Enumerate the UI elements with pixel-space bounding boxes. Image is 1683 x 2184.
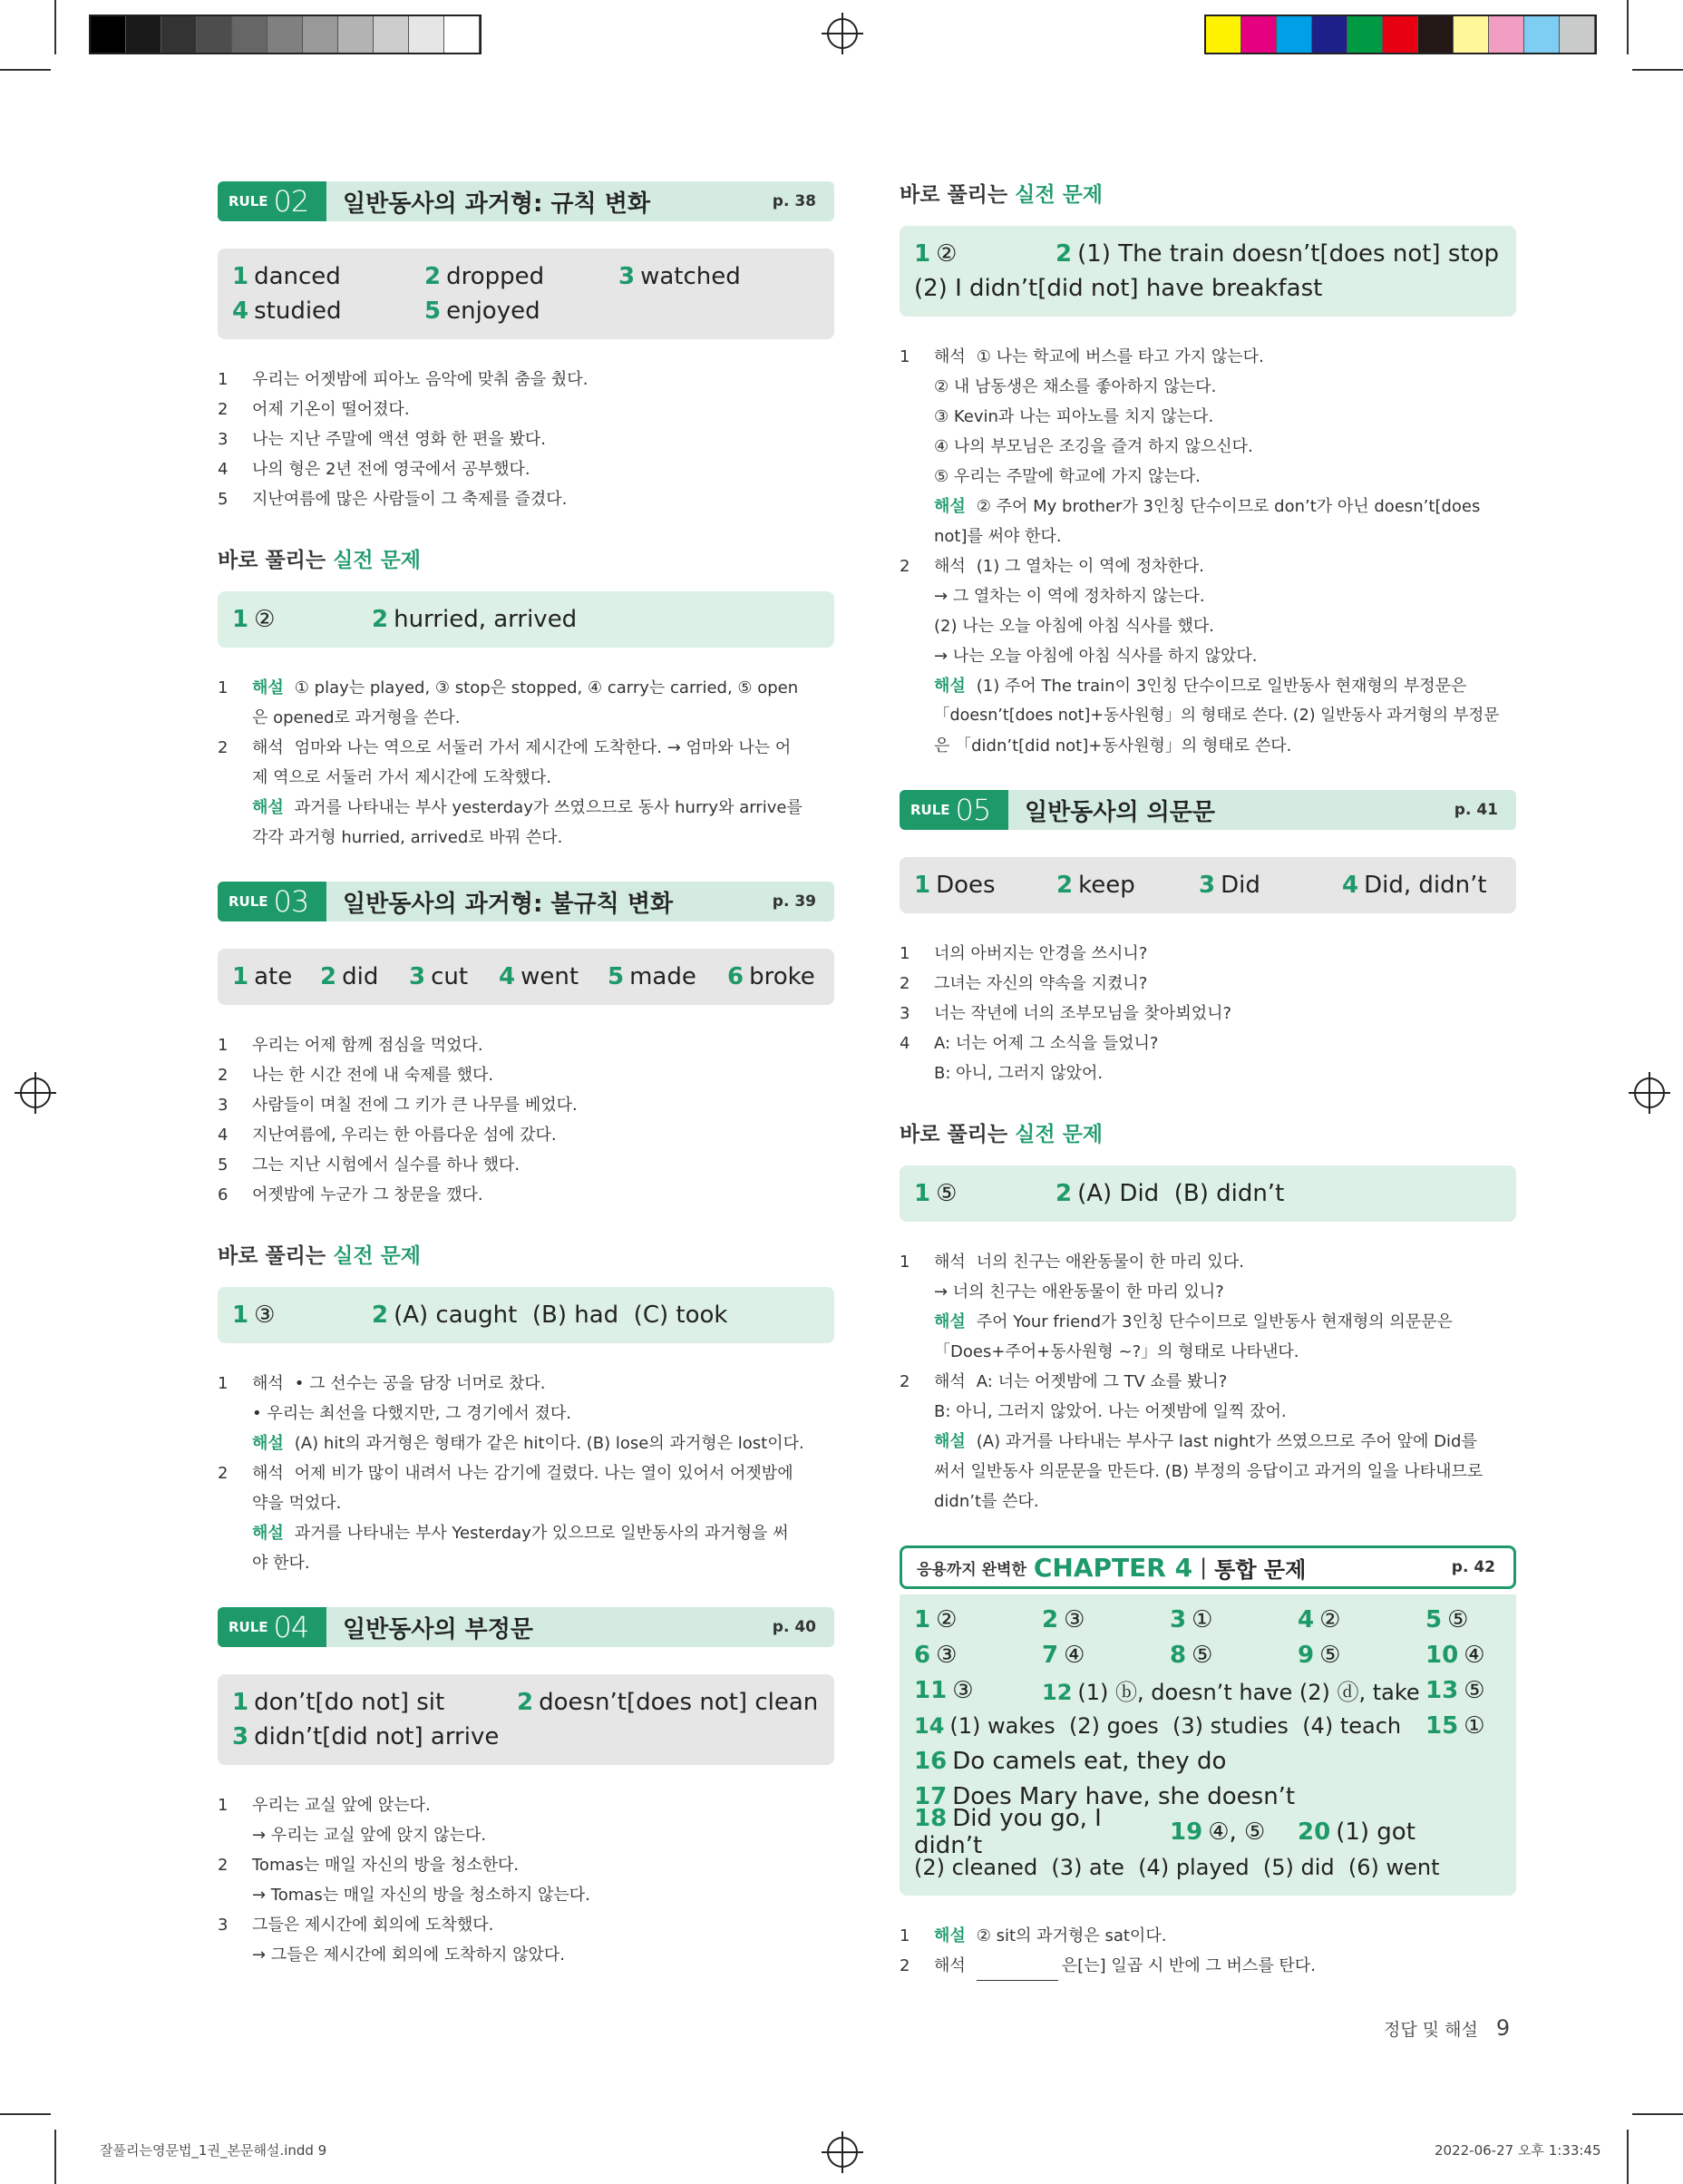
rule-02-header (218, 181, 834, 221)
page-footer (1384, 2015, 1510, 2041)
swatch (1524, 16, 1560, 53)
swatch (1241, 16, 1277, 53)
swatch (444, 16, 480, 53)
chapter-title: CHAPTER 4 (1033, 1552, 1193, 1583)
answer: watched (640, 263, 741, 290)
chapter-4-answer-box: 1 ② 2 ③ 3 ① 4 ② 5 ⑤ 6 ③ 7 ④ 8 ⑤ 9 ⑤ 10 ④ 11 ③ 12 (1) ⓑ, doesn’t have (2) ⓓ, take 13 ⑤ 14 (1) wakes (2) goes (3) studies (4) teach 15 ① 16 Do camels eat, they do 17 Does Mary have, she doesn’t 18 Did you go, I didn’t 19 ④, ⑤ 20 (1) got (2) cleaned (3) ate (4) played (5) did (6) went (900, 1594, 1516, 1896)
translation-line: 지난여름에 많은 사람들이 그 축제를 즐겼다. (252, 490, 568, 509)
slug-filename: 잘풀리는영문법_1권_본문해설.indd 9 (100, 2142, 327, 2159)
registration-mark-top (827, 18, 858, 49)
swatch (232, 16, 268, 53)
rule-05-answer-box: 1 Does 2 keep 3 Did 4 Did, didn’t (900, 857, 1516, 913)
page-ref: p. 39 (772, 892, 816, 911)
swatch (197, 16, 232, 53)
crop-mark (54, 0, 56, 54)
rule-03-practice-explanation: 1 해석 • 그 선수는 공을 담장 너머로 찼다. • 우리는 최선을 다했지만, 그 경기에서 졌다. 해설 (A) hit의 과거형은 형태가 같은 hit이다. (B) lose의 과거형은 lost이다. 2 해석 어제 비가 많이 내려서 나는 감기에 걸렸다. 나는 열이 있어서 어젯밤에 약을 먹었다. 해설 과거를 나타내는 부사 Yesterday가 있으므로 일반동사의 과거형을 써 야 한다. (218, 1374, 804, 1573)
footer-label: 정답 및 해설 (1384, 2020, 1478, 2040)
crop-mark (1632, 69, 1683, 71)
color-swatch-bar (1204, 15, 1597, 54)
swatch (1560, 16, 1595, 53)
rule-title: 일반동사의 의문문 (1025, 798, 1215, 826)
swatch (1206, 16, 1241, 53)
swatch (126, 16, 161, 53)
swatch (1489, 16, 1524, 53)
swatch (161, 16, 197, 53)
grayscale-swatch-bar (89, 15, 482, 54)
translation-line: 나는 지난 주말에 액션 영화 한 편을 봤다. (252, 430, 546, 449)
slug-date: 2022-06-27 오후 1:33:45 (1435, 2142, 1601, 2159)
swatch (303, 16, 338, 53)
rule-05-practice-answers: 1 ⑤ 2 (A) Did (B) didn’t (900, 1165, 1516, 1222)
practice-heading: 바로 풀리는 실전 문제 (900, 183, 1104, 207)
answer: studied (254, 297, 342, 325)
registration-mark-right (1634, 1077, 1665, 1108)
rule-04-practice-explanation: 1 해석 ① 나는 학교에 버스를 타고 가지 않는다. ② 내 남동생은 채소를 좋아하지 않는다. ③ Kevin과 나는 피아노를 치지 않는다. ④ 나의 부모님은 조깅을 즐겨 하지 않으신다. ⑤ 우리는 주말에 학교에 가지 않는다. 해설 ② 주어 My brother가 3인칭 단수이므로 don’t가 아닌 doesn’t[does not]를 써야 한다. 2 해석 (1) 그 열차는 이 역에 정차한다. → 그 열차는 이 역에 정차하지 않는다. (2) 나는 오늘 아침에 아침 식사를 했다. → 나는 오늘 아침에 아침 식사를 하지 않았다. 해설 (1) 주어 The train이 3인칭 단수이므로 일반동사 현재형의 부정문은 「doesn’t[does not]+동사원형」의 형태로 쓴다. (2) 일반동사 과거형의 부정문 은 「didn’t[did not]+동사원형」의 형태로 쓴다. (900, 347, 1500, 756)
rule-number: 02 (273, 184, 309, 219)
swatch (338, 16, 374, 53)
registration-mark-bottom (827, 2137, 858, 2168)
swatch (1312, 16, 1347, 53)
right-column (900, 178, 1516, 2010)
practice-heading: 바로 풀리는 실전 문제 (900, 1123, 1104, 1146)
rule-05-header: RULE 05 일반동사의 의문문 p. 41 (900, 790, 1516, 830)
rule-title: 일반동사의 과거형: 규칙 변화 (343, 190, 650, 218)
rule-title: 일반동사의 부정문 (343, 1615, 533, 1643)
rule-04-practice-answers: 1 ② 2 (1) The train doesn’t[does not] stop (2) I didn’t[did not] have breakfast (900, 226, 1516, 317)
page-number: 9 (1495, 2015, 1511, 2041)
answer: danced (254, 263, 341, 290)
swatch (91, 16, 126, 53)
swatch (1383, 16, 1418, 53)
rule-04-translations: 1 우리는 교실 앞에 앉는다. → 우리는 교실 앞에 앉지 않는다. 2 Tomas는 매일 자신의 방을 청소한다. → Tomas는 매일 자신의 방을 청소하지 않는다. 3 그들은 제시간에 회의에 도착했다. → 그들은 제시간에 회의에 도착하지 않았다. (218, 1796, 590, 1965)
swatch (1347, 16, 1383, 53)
crop-mark (0, 2113, 51, 2115)
rule-title: 일반동사의 과거형: 불규칙 변화 (343, 890, 674, 918)
page-ref: p. 38 (772, 192, 816, 210)
answer-blank (977, 1962, 1058, 1981)
crop-mark (1627, 2130, 1629, 2184)
page-ref: p. 40 (772, 1618, 816, 1636)
swatch (1454, 16, 1489, 53)
rule-03-translations: 1 우리는 어제 함께 점심을 먹었다. 2 나는 한 시간 전에 내 숙제를 했다. 3 사람들이 며칠 전에 그 키가 큰 나무를 베었다. 4 지난여름에, 우리는 한 아름다운 섬에 갔다. 5 그는 지난 시험에서 실수를 하나 했다. 6 어젯밤에 누군가 그 창문을 깼다. (218, 1036, 578, 1204)
translation-line: 우리는 어젯밤에 피아노 음악에 맞춰 춤을 췄다. (252, 370, 589, 389)
translation-line: 어제 기온이 떨어졌다. (252, 400, 410, 419)
crop-mark (1627, 0, 1629, 54)
rule-02-practice-answers: 1 ② 2 hurried, arrived (218, 591, 834, 648)
page-ref: p. 41 (1454, 801, 1498, 819)
swatch (268, 16, 303, 53)
rule-03-answer-box: 1 ate 2 did 3 cut 4 went 5 made 6 broke (218, 949, 834, 1005)
rule-03-header: RULE 03 일반동사의 과거형: 불규칙 변화 p. 39 (218, 882, 834, 921)
swatch (1418, 16, 1454, 53)
crop-mark (54, 2130, 56, 2184)
chapter-4-header: 응용까지 완벽한 CHAPTER 4 | 통합 문제 p. 42 (900, 1545, 1516, 1589)
rule-03-practice-answers: 1 ③ 2 (A) caught (B) had (C) took (218, 1287, 834, 1343)
rule-05-translations: 1 너의 아버지는 안경을 쓰시니? 2 그녀는 자신의 약속을 지켰니? 3 너는 작년에 너의 조부모님을 찾아뵈었니? 4 A: 너는 어제 그 소식을 들었니? B: 아니, 그러지 않았어. (900, 944, 1232, 1083)
swatch (1277, 16, 1312, 53)
rule-04-header: RULE 04 일반동사의 부정문 p. 40 (218, 1607, 834, 1647)
swatch (409, 16, 444, 53)
answer: dropped (446, 263, 545, 290)
page-ref: p. 42 (1451, 1558, 1495, 1576)
rule-word: RULE (229, 193, 268, 210)
rule-02-translations: 1 우리는 어젯밤에 피아노 음악에 맞춰 춤을 췄다. 2 어제 기온이 떨어졌다. 3 나는 지난 주말에 액션 영화 한 편을 봤다. 4 나의 형은 2년 전에 영국에서 공부했다. 5 지난여름에 많은 사람들이 그 축제를 즐겼다. (218, 365, 834, 514)
registration-mark-left (20, 1077, 51, 1108)
left-column (218, 181, 834, 1999)
rule-05-practice-explanation: 1 해석 너의 친구는 애완동물이 한 마리 있다. → 너의 친구는 애완동물이 한 마리 있니? 해설 주어 Your friend가 3인칭 단수이므로 일반동사 현재형의 의문문은 「Does+주어+동사원형 ~?」의 형태로 나타낸다. 2 해석 A: 너는 어젯밤에 그 TV 쇼를 봤니? B: 아니, 그러지 않았어. 나는 어젯밤에 일찍 잤어. 해설 (A) 과거를 나타내는 부사구 last night가 쓰였으므로 주어 앞에 Did를 써서 일반동사 의문문을 만든다. (B) 부정의 응답이고 과거의 일을 나타내므로 didn’t를 쓴다. (900, 1253, 1484, 1511)
crop-mark (0, 69, 51, 71)
crop-mark (1632, 2113, 1683, 2115)
translation-line: 나의 형은 2년 전에 영국에서 공부했다. (252, 460, 530, 479)
swatch (374, 16, 409, 53)
rule-04-answer-box: 1 don’t[do not] sit 2 doesn’t[does not] clean 3 didn’t[did not] arrive (218, 1674, 834, 1765)
practice-heading: 바로 풀리는 실전 문제 (218, 549, 422, 572)
answer: enjoyed (446, 297, 540, 325)
chapter-4-explanation: 1 해설 ② sit의 과거형은 sat이다. 2 해석 은[는] 일곱 시 반에 그 버스를 탄다. (900, 1921, 1516, 1981)
rule-02-practice-explanation: 1 해설 ① play는 played, ③ stop은 stopped, ④ carry는 carried, ⑤ open 은 opened로 과거형을 쓴다. 2 해석 엄마와 나는 역으로 서둘러 가서 제시간에 도착한다. → 엄마와 나는 어 제 역으로 서둘러 가서 제시간에 도착했다. 해설 과거를 나타내는 부사 yesterday가 쓰였으므로 동사 hurry와 arrive를 각각 과거형 hurried, arrived로 바꿔 쓴다. (218, 678, 803, 847)
rule-02-answer-box: 1 danced 2 dropped 3 watched 4 studied 5 enjoyed (218, 249, 834, 339)
practice-heading: 바로 풀리는 실전 문제 (218, 1244, 422, 1268)
